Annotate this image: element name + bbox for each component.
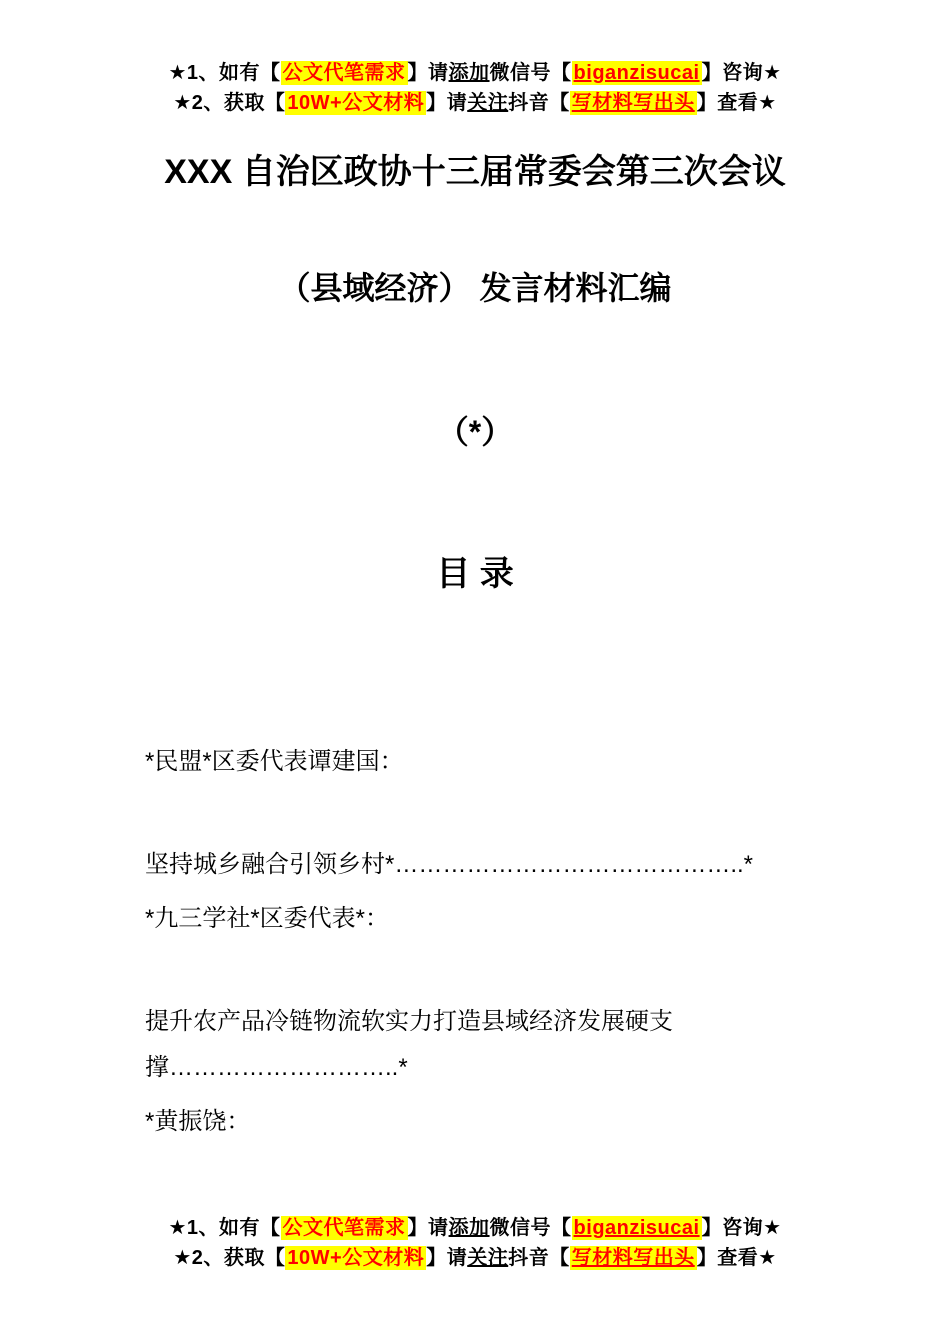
toc-entry-2-title: 提升农产品冷链物流软实力打造县域经济发展硬支撑………………………..* [145,1008,673,1081]
footer-notice-line-1 [0,1213,950,1243]
notice1-underline-add: 添加 [448,62,490,84]
notice1-highlight-wechat-id: biganzisucai [573,1217,700,1239]
toc-heading: 目 录 [436,555,514,593]
notice1-suffix: 】咨询★ [701,62,782,84]
document-subtitle: （县域经济） 发言材料汇编 [278,270,672,306]
notice2-mid1: 】请 [426,1247,468,1269]
header-notice [0,0,950,118]
notice1-mid2: 微信号【 [489,62,572,84]
footer-notice-line-2 [0,1243,950,1273]
notice1-prefix: ★1、如有【 [168,1217,281,1239]
notice2-prefix: ★2、获取【 [173,1247,286,1269]
notice1-suffix: 】咨询★ [701,1217,782,1239]
notice2-suffix: 】查看★ [696,92,777,114]
notice2-mid1: 】请 [426,92,468,114]
notice2-underline-follow: 关注 [467,92,509,114]
redacted-marker: （*） [436,414,514,450]
toc-entry-3-speaker: *黄振饶： [145,1108,251,1135]
toc-entry-1-title: 坚持城乡融合引领乡村*……………………………………..* [145,851,754,878]
notice1-prefix: ★1、如有【 [168,62,281,84]
header-notice-line-2 [0,88,950,118]
notice1-underline-add: 添加 [448,1217,490,1239]
notice2-underline-follow: 关注 [467,1247,509,1269]
notice1-highlight-wechat-id: biganzisucai [573,62,700,84]
notice1-mid1: 】请 [407,62,449,84]
notice1-mid2: 微信号【 [489,1217,572,1239]
toc-list [145,739,821,1145]
notice2-prefix: ★2、获取【 [173,92,286,114]
document-title: XXX 自治区政协十三届常委会第三次会议 [164,153,786,191]
toc-entry-1-speaker: *民盟*区委代表谭建国： [145,748,404,775]
notice1-mid1: 】请 [407,1217,449,1239]
footer-notice [0,1213,950,1273]
notice2-highlight-douyin-id: 写材料写出头 [571,1247,695,1269]
notice2-mid2: 抖音【 [508,92,570,114]
notice2-mid2: 抖音【 [508,1247,570,1269]
notice2-suffix: 】查看★ [696,1247,777,1269]
notice2-highlight-douyin-id: 写材料写出头 [571,92,695,114]
notice2-highlight-materials: 10W+公文材料 [287,92,425,114]
notice1-highlight-service: 公文代笔需求 [282,62,406,84]
toc-entry-2-speaker: *九三学社*区委代表*： [145,905,390,932]
notice1-highlight-service: 公文代笔需求 [282,1217,406,1239]
header-notice-line-1 [0,58,950,88]
notice2-highlight-materials: 10W+公文材料 [287,1247,425,1269]
